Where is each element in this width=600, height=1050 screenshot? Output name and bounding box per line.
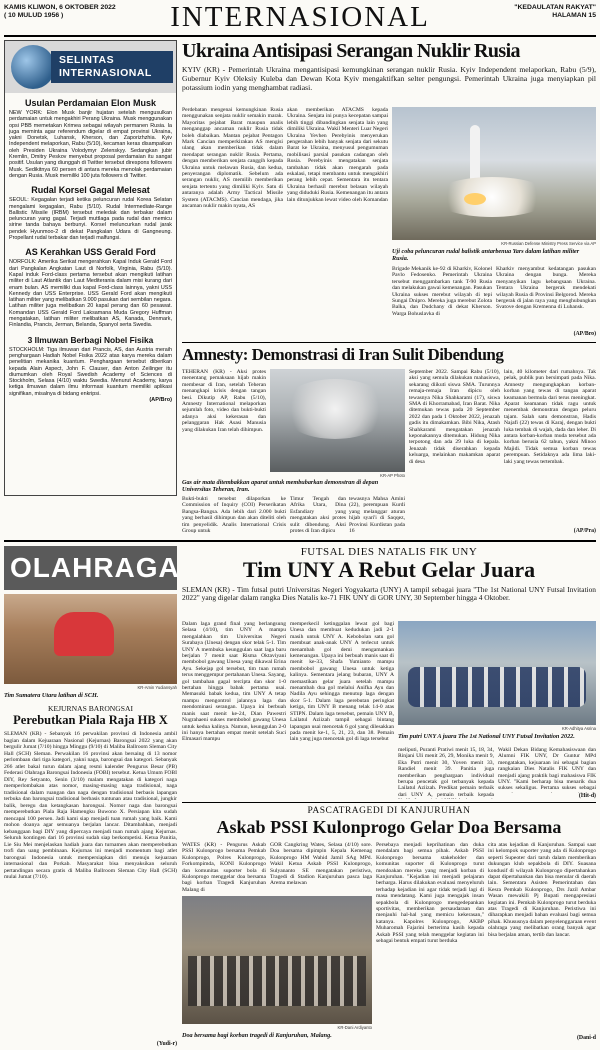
ukraina-col3: Brigade Mekanik ke-92 di Kharkiv, Kolonel Pavlo Fedosenko. Pemerintah Ukraina tersebut menggambarkan tank T-90 Rusia dan melakukan gawai kemenangan. Pasukan Ukraina sukses merebut wilayah di tepi Sungai Dnipro. Mereka juga merebut Zolota Balka, dan Dudchany di dekat Kherson. Warga Bohuslavka di <box>392 266 492 317</box>
ukraina-lead: KYIV (KR) - Pemerintah Ukraina mengantisipasi kemungkinan serangan nuklir Rusia. Kyiv Independent melaporkan, Rabu (5/9), Gubernur Kyiv Oleksiy Kuleba dan Dewan Kota Kyiv mengaktifkan selter pengungsi. Pemerintah Ukraina juga menyiapkan pil potassium iodin yang menghambat radiasi. <box>182 65 596 92</box>
ukraina-caption: Uji coba peluncuran rudal balistik antarbenua Yars dalam latihan militer Rusia. <box>392 248 580 262</box>
doa-photo-credit: KR-Dani Ardiyanto <box>337 1025 372 1030</box>
futsal-body-a: Dalam laga grand final yang berlangsung Selasa (4/10), tim UNY A mampu mengalahkan tim Universitas Negeri Surabaya (Unesa) dengan skor telak 5-1. Tim UNY A membuka keunggulan saat laga baru berjalan 7 menit saat Risma Oktaviyani membobol gawang Unesa yang dikawal Erina Ayu. Sekejap gol tersebut, tim tuan rumah terus menggempur pertahanan Unesa. Sayang, gol tambahan gagal tercipta dan skor 1-0 bertahan hingga babak pertama usai. Memasuki babak kedua, tim UNY A tetap mampu mengontrol jalannya laga dan mendominasi serangan. Upaya ini berbuah manis saat menit ke-24, Dian Pawestri Nugrahaeni sukses membobol gawang Unesa untuk kedua kalinya. Namun, keunggulan 2-0 ini hanya bertahan empat menit setelah Suci Elmasari mampu <box>182 621 286 743</box>
ukraina-col1: Perdebatan mengenai kemungkinan Rusia menggunakan senjata nuklir semakin marak. Mayoritas pejabat Barat maupun analis menganggap ancaman nuklir Rusia tidak boleh diabaikan. Mantan pejabat Pentagon Mark Cancian memperkirakan AS mengisi ulang akan memberikan tidak dalam mendapat serangan nuklir Rusia. Pertama, dengan memberikan senjata canggih kepada Ukraina untuk melawan Rusia, dan kedua, penyerangan diplomatik. Sebelum ada serangan nuklir, AS memilih memberikan senjata tertentu yang dimiliki Kyiv. Satu di antaranya adalah Army Tactical Missile System (ATACMS). Cancian mendaga, jika ancaman nuklir makin nyata, AS <box>182 107 283 210</box>
launch-smoke <box>432 177 552 217</box>
amnesty-col1: TEHERAN (KR) - Aksi protes menentang pemaksaan hijab makin membesar di Iran, setelah Teheran menangkapi krisis dengan tangan besi. Dikutip AP, Rabu (5/10), Amnesty International melaporkan sejumlah foto, video dan bukti-bukti adanya aksi kekerasan dan pelanggaran Hak Asasi Manusia yang dilakukan Iran telah dihimpun. <box>182 369 266 433</box>
doa-bersama-photo <box>182 896 372 1024</box>
amnesty-photo-credit: KR-AP Photo <box>380 473 405 478</box>
amnesty-col2-flow: Bukti-bukti tersebut dilaporkan ke Commission of Inquiry (COI) Perserikatan Bangsa-Bangsa. Ada lebih dari 2.000 bukti yang berhasil dihimpun dan akan diteliti oleh tim penyelidik. Analis International Crisis Group untuk <box>182 496 286 535</box>
futsal-photo-credit: KR-Adhitya Asrina <box>562 726 596 731</box>
musk-body: NEW YORK: Elon Musk banjir hujatan setelah mengusulkan perdamaian untuk mengakhiri Perang Ukraina. Musk menggunakan opsi PBB memetakan Krimea sebagai wilayah permanen Rusia. Ia juga meminta agar referendum digelar di empat provinsi Ukraina, yakni Donetsk, Luhansk, Kherson, dan Zaporizhzhia. Kyiv Independent melaporkan, Rabu (5/10), kecaman keras disampaikan oleh Presiden Ukraina Volodymyr Zelenskyy. Sedangkan jubir Kremlin, Dmitry Peskov menyebut proposal perdamaian itu sangat positif. Usulan yang diunggah di Twitter tersebut direspons followers Musk. Sedikitnya 60 persen di antara mereka menolak perdamaian dengan Rusia. Musk memiliki 100 juta followers di Twitter. <box>9 110 172 179</box>
amnesty-col3: Timur Tengah dan Afrika Utara, Dina Esfandiary yang mengatakan aksi protes sulit dibendung. Aksi protes di Iran dipicu <box>290 496 346 535</box>
barongsai-headline: Perebutkan Piala Raja HB X <box>13 713 168 727</box>
kanjuruhan-sign: (Dani-d <box>576 1035 596 1041</box>
musk-title: Usulan Perdamaian Elon Musk <box>24 98 157 108</box>
nobel-sign: (AP/Bro) <box>149 396 172 403</box>
korsel-body: SEOUL: Kegagalan terjadi ketika peluncuran rudal Korea Selatan mengalami kegagalan, Rabu (5/10). Rudal Intermediate-Range Ballistic Missile (IRBM) tersebut meledak dan terbakar dalam peluncuran yang gagal. Terjadi muttlaga pada rudal dan memicu sirine tanda bahaya berbunyi. Korsel meluncurkan rudal jarak pendek Hyunmoo-2 di dekat Pangkalan Udara di Gangneung. Propellant rudal terbakar dan terjadi malfungsi. <box>9 197 172 242</box>
nobel-body: STOCKHOLM: Tiga ilmuwan dari Prancis, AS, dan Austria meraih penghargaan Hadiah Nobel Fisika 2022 atas karya mereka dalam penelitian mekanika kuantum. Penghargaan tersebut diberikan kepada Alain Aspect, John F. Clauser, dan Anton Zeilinger itu diumumkan oleh Royal Swedish Academy of Sciences di Stockholm, Selasa (4/10) waktu Swedia. Menurut Academy, karya ketiga ilmuwan dalam ilmu informasi kuantum memiliki aplikasi signifikan, misalnya di bidang enkripsi. <box>9 346 172 397</box>
ford-title: AS Kerahkan USS Gerald Ford <box>25 247 156 258</box>
section-title: INTERNASIONAL <box>170 1 430 33</box>
ford-body: NORFOLK: Amerika Serikat mengerahkan Kapal Induk Gerald Ford dari Pangkalan Angkatan Laut di Norfolk, Virginia, Rabu (5/10). Kapal induk Ford-class pertama tersebut akan mengikuti latihan militer di Laut Atlantik dan Laut Mediterania dalam misi kurang dari enam bulan. AS memiliki dua kapal Ford-class lainnya, yakni USS Kennedy dan USS Enterprise. USS Gerald Ford akan mengikuti latihan militer yang melibatkan 9.000 pasukan dari sembilan negara. Latihan militer juga melibatkan 20 kapal perang dan 60 pesawat. Komandan USS Gerald Ford Laksamana Muda Gregory Huffman mengatakan, latihan militer melibatkan AS, Kanada, Denmark, Finlandia, Prancis, Jerman, Belanda, Spanyol serta Swedia. <box>9 259 172 329</box>
selintas-label-text: SELINTAS INTERNASIONAL <box>59 54 152 79</box>
futsal-rule <box>182 802 596 803</box>
futsal-sign: (Hit-d) <box>578 793 596 799</box>
masthead-date: KAMIS KLIWON, 6 OKTOBER 2022 <box>4 4 116 11</box>
barongsai-figure <box>54 612 114 656</box>
missile-photo <box>392 107 596 240</box>
iran-protest-photo <box>270 369 405 472</box>
masthead-edition: ( 10 MULUD 1956 ) <box>4 12 64 19</box>
tear-gas-cloud <box>280 379 390 439</box>
kanjuruhan-headline: Askab PSSI Kulonprogo Gelar Doa Bersama <box>216 817 562 837</box>
ukraina-headline: Ukraina Antisipasi Serangan Nuklir Rusia <box>182 40 520 62</box>
intl-bottom-rule <box>4 540 596 542</box>
futsal-team-photo <box>398 621 596 725</box>
ukraina-rule <box>182 342 596 343</box>
ukraina-col4: Kharkiv menyambut kedatangan pasukan Ukraina dengan bunga. Mereka menyanyikan lagu kebangsaan Ukraina. Tentara Ukraina bergerak mendekati wilayah Rusia di Provinsi Belgorod. Mereka bergerak di jalan raya yang menghubungkan Svatove dengan Kremenna di Luhansk. <box>496 266 596 311</box>
amnesty-caption: Gas air mata ditembakkan aparat untuk membubarkan demonstran di depan Universitas Teheran, Iran. <box>182 479 379 493</box>
amnesty-col6: lain, 40 kilometer dari rumahnya. Tak pelak, publik pun bersimpati pada Nika. Amnesty mengungkapkan korban-korban yang tewas di tangan aparat keamanan bermula dari terus meningkat. Aparat keamanan tidak ragu untuk menembak demonstran dengan peluru tajam. Salah satu demonstran, Hadis Najafi (22) tewas di Karaj, dengan bukti luka tembak di wajah, dada dan leher. Di antara korban-korban muda tersebut ada korban berusia 62 tahun, yakni Minoo Majidi. Tidak semua korban tewas perempuan. Setidaknya ada lima laki-laki yang tewas tertembak. <box>504 369 596 465</box>
ukraina-col2: akan memberikan ATACMS kepada Ukraina. Senjata ini punya kecepatan sampai lebih tinggi dibandingkan senjata lain yang dimiliki Ukraina. Wakil Menteri Luar Negeri Ukraina Yevhen Perebyinis menyerukan pengerahan lebih banyak senjata dari sekutu Barat ke Ukraina, menyusul pengumuman mobilisasi parsial pasukan cadangan oleh Rusia. Perebyinis mengatakan senjata tambahan tidak akan mengarah pada eskalasi, tetapi membantu untuk mengakhiri perang lebih cepat. Sementara itu tentara Ukraina berhasil merebut belasan wilayah yang diduduki Rusia. Kemenangan itu antara lain ditunjukkan lewat video oleh Komandan <box>287 107 388 203</box>
kanjuruhan-body-a: WATES (KR) - Pengurus Askab PSSI Kulonprogo bersama Pemkab Kulonprogo, Polres Kulonprogo, Forkompimda, KONI Kulonprogo dan komunitas suporter bola di Kulonprogo menggelar doa bersama bagi korban Tragedi Kanjuruhan Malang di <box>182 842 266 893</box>
barongsai-photo <box>4 594 177 684</box>
doa-caption: Doa bersama bagi korban tragedi di Kanjuruhan, Malang. <box>182 1032 332 1039</box>
kanjuruhan-kicker: PASCATRAGEDI DI KANJURUHAN <box>307 806 471 816</box>
crowd-row <box>188 956 366 1006</box>
futsal-body-c: meliputi, Puranti Pratiwi menit 15, 18, 34, Rinjani Uli menit 26, 29, Monika menit 9, Eka Putri menit 30, Yoven menit 33, Randiel menit 39. Panitia juga memberikan penghargaan individual berupa pencetak gol terbanyak kepada Lailatul Aziizah. Predikat pemain terbaik dari UNY A, pemain terbaik kepada <box>398 747 494 798</box>
barongsai-sign: (Yudi-r) <box>156 1041 177 1047</box>
selintas-sidebar <box>4 40 177 496</box>
launch-flame <box>464 193 486 205</box>
masthead-paper: "KEDAULATAN RAKYAT" <box>514 4 596 11</box>
kanjuruhan-body-d: cita atas kejadian di Kanjuruhan. Sampai saat ini kelompok suporter yang ada di Kulonprogo seperti Supeoter dari taruh dalam memberikan dukungan klub sepakbola di DIY. Suasana kondusif di wilayah Kulonprogo dipertahankan dapat dipertahankan dan bisa menular di daerah lain. Sementara Asisten Pemerintahan dan Kesra Pemkab Kulonprogo, Drs Jazil Ambar Wasan mewakili Pj Bupati mengapresiasi kegiatan ini. Pemkab Kulonprogo turut berduka atas Tragedi di Kanjuruhan. Peristiwa ini diharapkan menjadi bahan evaluasi bagi semua pihak. Khususnya dalam penyelenggaraan event olahraga yang melibatkan orang banyak agar bisa berjalan aman, tertib dan lancar. <box>488 842 596 938</box>
nobel-title: 3 Ilmuwan Berbagi Nobel Fisika <box>27 334 154 345</box>
masthead-page: HALAMAN 15 <box>552 12 596 19</box>
masthead-rule <box>4 35 596 37</box>
kanjuruhan-body-b: GOR Cangkring Wates, Selasa (4/10) sore. Doa bersama dipimpin Kepala Kemenag Kulonprogo HM Wahid Jamil SAg MPd. Wakil Ketua Askab PSSI Kulonprogo, Sulyananto SE mengatakan peristiwa, Tragedi di Stadion Kanjuruhan pasca laga Arema melawan <box>270 842 372 887</box>
olahraga-label: OLAHRAGA <box>10 552 180 583</box>
selintas-label <box>51 51 173 83</box>
amnesty-headline: Amnesty: Demonstrasi di Iran Sulit Dibendung <box>182 345 504 364</box>
ukraina-sign: (AP/Bro) <box>573 331 596 337</box>
futsal-kicker: FUTSAL DIES NATALIS FIK UNY <box>300 546 478 558</box>
korsel-title: Rudal Korsel Gagal Melesat <box>31 185 150 196</box>
globe-icon <box>11 45 55 89</box>
ukraina-photo-credit: KR-Russian Defense Ministry Press Service via AP <box>501 241 596 246</box>
futsal-caption: Tim putri UNY A juara The 1st National UNY Futsal Invitation 2022. <box>398 733 575 740</box>
barongsai-photo-credit: KR-Amin Yudiansyah <box>137 685 177 690</box>
futsal-headline: Tim UNY A Rebut Gelar Juara <box>242 557 536 582</box>
amnesty-sign: (AP/Pra) <box>573 528 596 534</box>
kanjuruhan-body-c: Persebaya menjadi keprihatinan dan duka mendalam bagi semua pihak. Askab PSSI Kulonprogo bersama stakeholder dan komunitas suporter di Kulonprogo turut mendoakan mereka yang menjadi korban di Kanjuruhan. "Kejadian ini menjadi pelajaran berharga. Harus dilakukan evaluasi menyeluruh terhadap kejadian ini agar tidak terjadi lagi di masa mendatang. Kami juga mengajak insan sepakbola di Kulonprogo mengedepankan sportivitas, memberikan persaudaraan dan menjauhi hal-hal yang memicu kekerasan," katanya. Kapolres Kulonprogo, AKBP Muharomah Fajarini berterima kasih kepada Askab PSSI yang telah menggelar kegiatan ini sebagai bentuk empati turut berduka <box>376 842 484 945</box>
barongsai-caption: Tim Sumatera Utara latihan di SCH. <box>4 692 99 699</box>
futsal-lead: SLEMAN (KR) - Tim futsal putri Universitas Negeri Yogyakarta (UNY) A tampil sebagai juara "The 1st National UNY Futsal Invitation 2022" yang digelar dalam rangka Dies Natalis ke-71 FIK UNY di GOR UNY, 30 September hingga 4 Oktober. <box>182 585 596 603</box>
team-row <box>408 667 586 707</box>
futsal-body-b: memperkecil ketinggalan lewat gol bagi Unesa dan membuat kedudukan jadi 2-1 masih untuk UNY A. Kebobolan satu gol membuat anak-anak UNY A terlecut untuk menambah gol demi mengamankan kemenangan. Upaya ini berbuah manis saat di menit ke-33, Shafa Yumianto mampu membobol gawang Unesa untuk ketiga kalinya. Sementara jelang bubaran, UNY A memastikan gelar juara setelah mampu menambah dua gol melalui Anifka Ayu dan Nadila Ayu sehingga menutup laga dengan skor 5-1. Dalam laga perebutan peringkat ketiga, tim UNY B menang telak 14-0 atas STIPN. Dalam laga tersebut, pemain UNY B, Lailatul Aziizah tampil sebagai bintang lapangan usai mencetak 6 gol yang dilesakkan pada menit ke-1, 5, 21, 23, dan 38. Pemain lain yang juga mencetak gol di laga tersebut <box>290 621 394 743</box>
selintas-banner <box>5 41 176 93</box>
futsal-body-d: Wakil Dekan Bidang Kemahasiswaan dan Alumni FIK UNY, Dr Guntur MPd mengatakan, kejuaraan ini sebagai bagian rangkaian Dies Natalis FIK UNY dan menjadi ajang praktik bagi mahasiswa FIK UNY. "Kami berharap bisa menarik dua sukses sekaligus. Pertama sukses sebagai <box>498 747 596 792</box>
amnesty-col5: September 2022. Sampai Rabu (5/10), aksi yang semula dilakukan mahasiswa, sekarang diikuti siswa SMA. Turunnya remaja-remaja Iran dipicu oleh tewasnya Nika Shahkarami (17), siswa SMA di Khorramabad, Iran Barat. Nika ditemukan tewas pada 20 September 2022 dan pada 1 Oktober 2022, jenazah gadis itu dimakamkan. Bibi Nika, Atash Shahkarami mengatakan jenazah keponakannya ditemukan. Hidung Nika terpotong dan ada 29 luka di kepala. Jenazah tidak diserahkan kepada keluarga, melainkan makamkan aparat di desa <box>409 369 500 465</box>
barongsai-body: SLEMAN (KR) - Sebanyak 16 perwakilan provinsi di Indonesia ambil bagian dalam Kejuaraan Nasional (Kejurnas) Barongsai 2022 yang akan bergulir Jumat (7/10) hingga Minggu (9/10) di Maliba Ballroom Sleman City Hall (SCH) Sleman. Perwakilan 16 provinsi akan bersaing di 13 nomor perlombaan dari tiga kategori, yakni naga, barongsai dan kategori. Sebanyak 266 atlet bakal turun dalam ajang resmi kalender Pengurus Besar (PB) Federasi Olahraga Barongsai Indonesia (FOBI) tersebut. Ketua Umum FOBI DIY, Rey Setyanto, Senin (3/10) malam mengatakan di kategori naga memperlombakan atas nomor, masing-masing naga tradisional, naga tradisional dalam ruangan dan naga dengan tradisional berbasis lapangan terbuka dan barongsai tradisional berbasis tuntunan atau tradisional, jungkir balik, beregu dan ketangkasan barongsai. Nomor naga dan barongsai memperebutkan Piala Raja Hamengku Buwono X. Persiapan kita sudah mencapai 100 persen. Jadi kami siap menjadi tuan rumah yang baik. Kami mohon doanya agar semuanya berjalan lancar. Ditambahkan, menjadi kebanggaan bagi DIY yang dipercaya menjadi tuan rumah ajang Kejurnas. Seluruh kontingen dari 16 provinsi sudah siap berkompetisi. Ketua Panitia, Lie Siu Mei menjelaskan hadiah juara dan turnamen akan memperebutkan trofi dan uang pembinaan. Kejurnas ini menjadi momentum bagi atlet barongsai Indonesia untuk mempersiapkan diri menuju kejuaraan internasional dan Porkab. Masyarakat bisa menyaksikan seluruh pertandingan secara gratis di Maliba Ballroom Sleman City Hall (SCH) mulai Jumat (7/10). <box>4 731 177 880</box>
barongsai-kicker: KEJURNAS BARONGSAI <box>47 704 134 713</box>
amnesty-col4: tewasnya Mahsa Amini (22), perempuan Kurdi yang melanggar aturan hijab syari'i di Saqqez, Provinsi Kurdistan pada 16 <box>349 496 405 535</box>
olahraga-banner <box>4 546 180 590</box>
